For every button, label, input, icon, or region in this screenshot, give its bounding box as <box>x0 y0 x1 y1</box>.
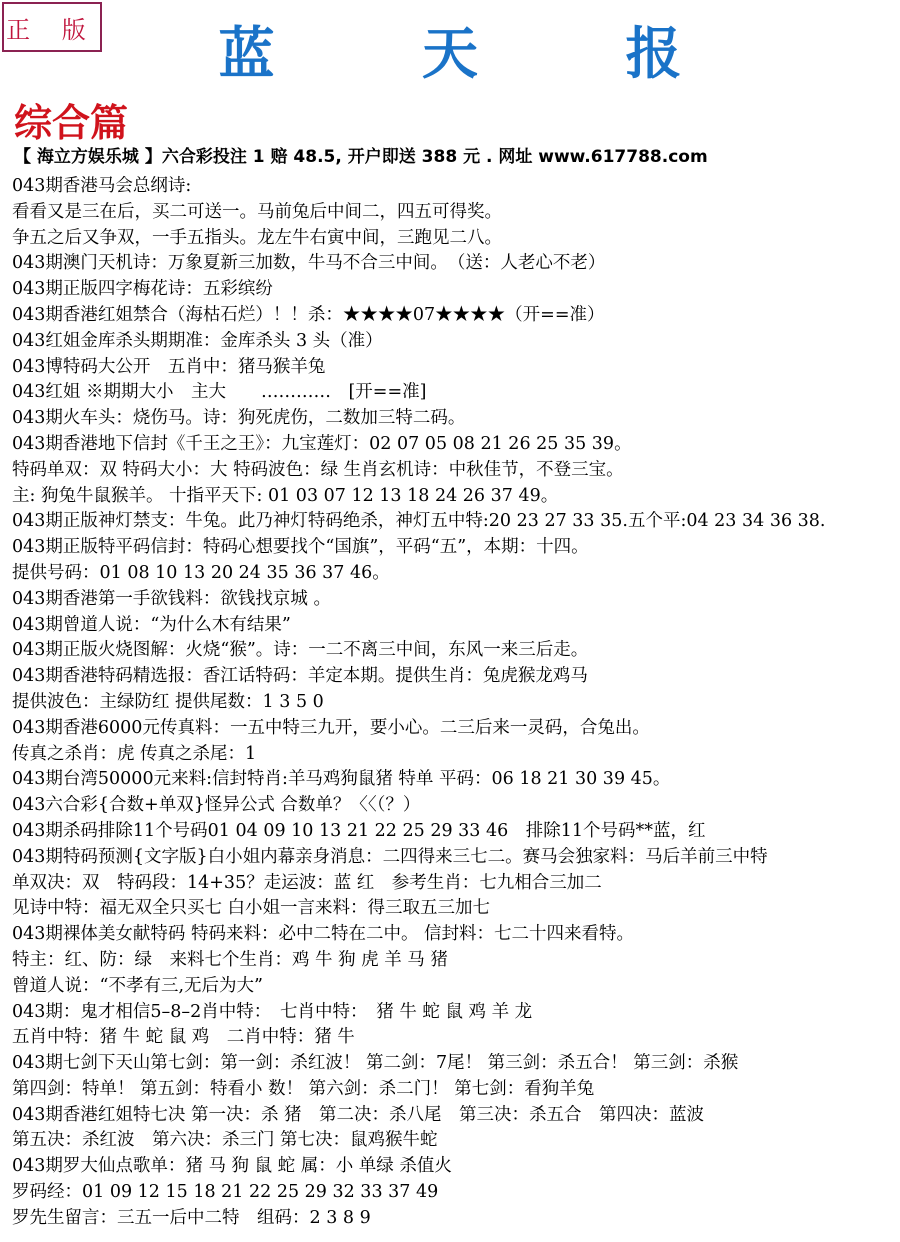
content-line: 043期正版火烧图解：火烧“猴”。诗：一二不离三中间，东风一来三后走。 <box>12 640 589 661</box>
content-line: 043六合彩{合数+单双}怪异公式 合数单？〈〈（？） <box>12 795 421 816</box>
content-line: 第五决：杀红波 第六决：杀三门 第七决：鼠鸡猴牛蛇 <box>12 1130 438 1151</box>
content-line: 043期：鬼才相信5–8–2肖中特： 七肖中特： 猪 牛 蛇 鼠 鸡 羊 龙 <box>12 1001 533 1022</box>
content-line: 特码单双：双 特码大小：大 特码波色：绿 生肖玄机诗：中秋佳节，不登三宝。 <box>12 459 624 480</box>
content-line: 043期香港地下信封《千王之王》：九宝莲灯：02 07 05 08 21 26 25 35 39。 <box>12 433 632 454</box>
content-line: 五肖中特：猪 牛 蛇 鼠 鸡 二肖中特：猪 牛 <box>12 1027 355 1048</box>
content-line: 看看又是三在后，买二可送一。马前兔后中间二，四五可得奖。 <box>12 201 502 222</box>
content-line: 043期曾道人说：“为什么木有结果” <box>12 614 291 635</box>
content-line: 043期香港特码精选报：香江话特码：羊定本期。提供生肖：兔虎猴龙鸡马 <box>12 666 588 687</box>
content-line: 提供波色：主绿防红 提供尾数：1 3 5 0 <box>12 691 324 712</box>
content-line: 第四剑：特单！ 第五剑：特看小 数！ 第六剑：杀二门！ 第七剑：看狗羊兔 <box>12 1078 595 1099</box>
content-line: 043期香港红姐特七决 第一决：杀 猪 第二决：杀八尾 第三决：杀五合 第四决：蓝波 <box>12 1104 705 1125</box>
content-line: 043红姐 ※期期大小 主大 ………… [开==准] <box>12 382 427 403</box>
content-line: 043红姐金库杀头期期准：金库杀头 3 头（准） <box>12 330 383 351</box>
advert-banner: 【 海立方娱乐城 】六合彩投注 1 赔 48.5, 开户即送 388 元 . 网址 www.617788.com <box>14 147 708 167</box>
content-line: 043期澳门天机诗：万象夏新三加数，牛马不合三中间。 （送：人老心不老） <box>12 253 606 274</box>
content-line: 见诗中特：福无双全只买七 白小姐一言来料：得三取五三加七 <box>12 898 491 919</box>
content-line: 043期裸体美女献特码 特码来料：必中二特在二中。 信封料：七二十四来看特。 <box>12 924 635 945</box>
content-line: 罗码经：01 09 12 15 18 21 22 25 29 32 33 37 49 <box>12 1182 439 1203</box>
content-line: 043期七剑下天山第七剑：第一剑：杀红波！ 第二剑：7尾！ 第三剑：杀五合！ 第三剑：杀猴 <box>12 1053 739 1074</box>
content-line: 043博特码大公开 五肖中：猪马猴羊兔 <box>12 356 326 377</box>
content-line: 传真之杀肖：虎 传真之杀尾：1 <box>12 743 257 764</box>
newspaper-masthead: 蓝 天 报 <box>218 21 746 87</box>
content-line: 043期香港马会总纲诗: <box>12 176 192 196</box>
content-line: 043期罗大仙点歌单：猪 马 狗 鼠 蛇 属：小 单绿 杀值火 <box>12 1156 452 1177</box>
content-line: 043期香港红姐禁合（海枯石烂）！！杀：★★★★07★★★★（开==准） <box>12 304 605 325</box>
content-line: 主: 狗兔牛鼠猴羊。 十指平天下: 01 03 07 12 13 18 24 26 37 49。 <box>12 485 559 506</box>
content-line: 特主：红、防：绿 来料七个生肖：鸡 牛 狗 虎 羊 马 猪 <box>12 949 448 970</box>
content-line: 043期特码预测{文字版}白小姐内幕亲身消息：二四得来三七二。赛马会独家料：马后羊前三中特 <box>12 846 768 867</box>
content-line: 043期香港6000元传真料：一五中特三九开，要小心。二三后来一灵码，合兔出。 <box>12 717 650 738</box>
content-line: 043期火车头：烧伤马。诗：狗死虎伤，二数加三特二码。 <box>12 408 466 429</box>
content-line: 043期正版四字梅花诗：五彩缤纷 <box>12 279 273 300</box>
section-heading: 综合篇 <box>14 100 129 145</box>
content-line: 043期香港第一手欲钱料：欲钱找京城 。 <box>12 588 331 609</box>
content-line: 043期杀码排除11个号码01 04 09 10 13 21 22 25 29 33 46 排除11个号码**蓝，红 <box>12 820 706 841</box>
content-line: 提供号码：01 08 10 13 20 24 35 36 37 46。 <box>12 562 390 583</box>
content-line: 罗先生留言：三五一后中二特 组码：2 3 8 9 <box>12 1207 371 1228</box>
content-line: 043期台湾50000元来料:信封特肖:羊马鸡狗鼠猪 特单 平码：06 18 21 30 39 45。 <box>12 769 671 790</box>
content-line: 争五之后又争双，一手五指头。龙左牛右寅中间，三跑见二八。 <box>12 227 502 248</box>
content-line: 043期正版神灯禁支：牛兔。此乃神灯特码绝杀，神灯五中特:20 23 27 33 35.五个平:04 23 34 36 38. <box>12 511 826 532</box>
genuine-edition-stamp: 正 版 <box>2 2 102 52</box>
content-line: 043期正版特平码信封：特码心想要找个“国旗”，平码“五”，本期：十四。 <box>12 537 589 558</box>
content-line: 曾道人说：“不孝有三,无后为大” <box>12 975 263 996</box>
content-lines <box>12 174 896 1232</box>
content-line: 单双决：双 特码段：14+35？走运波：蓝 红 参考生肖：七九相合三加二 <box>12 872 602 893</box>
